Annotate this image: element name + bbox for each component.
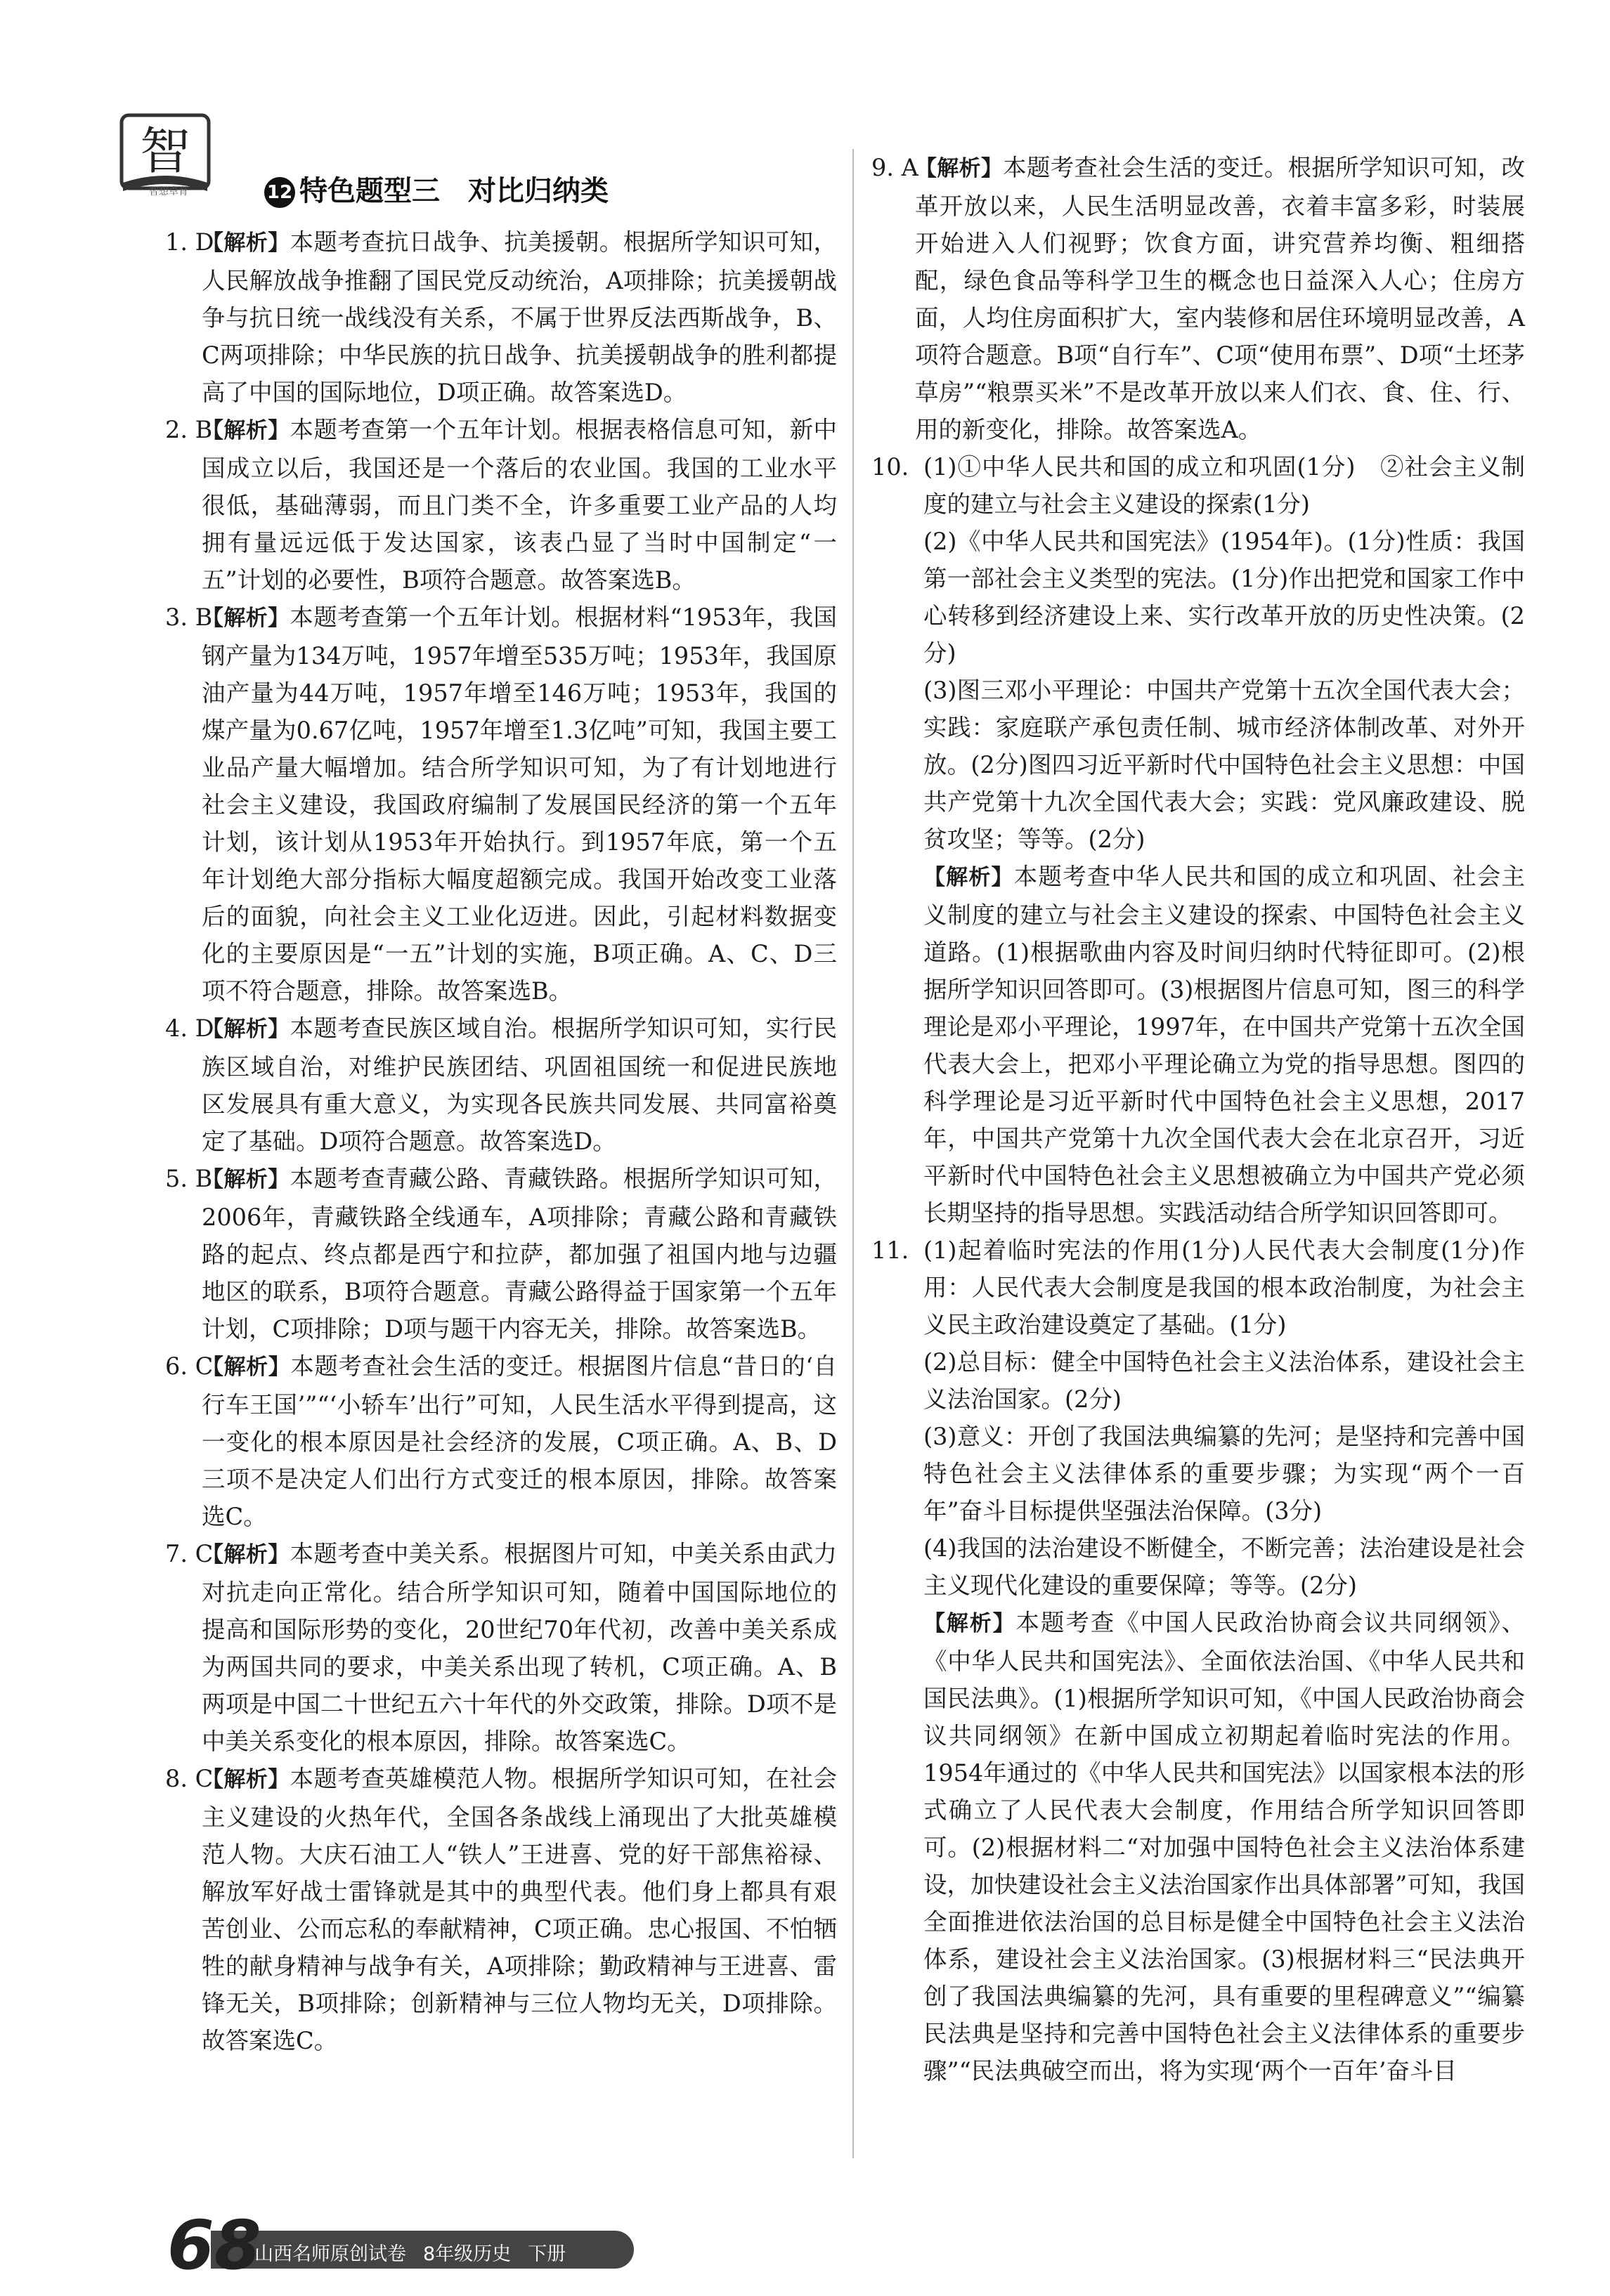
answer-number: 10. xyxy=(871,453,909,481)
analysis-tag: 【解析】 xyxy=(202,1767,290,1792)
answer-text: 本题考查第一个五年计划。根据表格信息可知，新中国成立以后，我国还是一个落后的农业国。我国的工业水平很低，基础薄弱，而且门类不全，许多重要工业产品的人均拥有量远远低于发达国家，该表凸显了当时中国制定“一五”计划的必要性，B项符合题意。故答案选B。 xyxy=(202,416,838,594)
answer-number: 3. B xyxy=(165,604,213,631)
answer-item-8 xyxy=(165,1760,837,2059)
answer-text: 本题考查抗日战争、抗美援朝。根据所学知识可知，人民解放战争推翻了国民党反动统治，A项排除；抗美援朝战争与抗日统一战线没有关系，不属于世界反法西斯战争，B、C两项排除；中华民族的抗日战争、抗美援朝战争的胜利都提高了中国的国际地位，D项正确。故答案选D。 xyxy=(202,228,838,406)
section-title-text: 特色题型三 对比归纳类 xyxy=(299,175,609,207)
answer-item-1 xyxy=(165,223,837,411)
answer-part: (1)①中华人民共和国的成立和巩固(1分) ②社会主义制度的建立与社会主义建设的探索(1分) xyxy=(923,453,1525,518)
analysis-tag: 【解析】 xyxy=(923,1611,1016,1636)
answer-text: 本题考查中美关系。根据图片可知，中美关系由武力对抗走向正常化。结合所学知识可知，随着中国国际地位的提高和国际形势的变化，20世纪70年代初，改善中美关系成为两国共同的要求，中美关系出现了转机，C项正确。A、B两项是中国二十世纪五六十年代的外交政策，排除。D项不是中美关系变化的根本原因，排除。故答案选C。 xyxy=(202,1540,838,1755)
logo-subtitle: 智想卓育 xyxy=(149,186,188,197)
analysis-tag: 【解析】 xyxy=(202,1355,291,1380)
answer-text: 本题考查青藏公路、青藏铁路。根据所学知识可知，2006年，青藏铁路全线通车，A项排除；青藏公路和青藏铁路的起点、终点都是西宁和拉萨，都加强了祖国内地与边疆地区的联系，B项符合题意。青藏公路得益于国家第一个五年计划，C项排除；D项与题干内容无关，排除。故答案选B。 xyxy=(202,1165,838,1343)
answer-text: 本题考查社会生活的变迁。根据图片信息“昔日的‘自行车王国’”“‘小轿车’出行”可知，人民生活水平得到提高，这一变化的根本原因是社会经济的发展，C项正确。A、B、D三项不是决定人们出行方式变迁的根本原因，排除。故答案选C。 xyxy=(202,1352,838,1530)
answer-part: (3)意义：开创了我国法典编纂的先河；是坚持和完善中国特色社会主义法律体系的重要步骤；为实现“两个一百年”奋斗目标提供坚强法治保障。(3分) xyxy=(923,1423,1525,1525)
section-title xyxy=(264,169,609,209)
answer-item-5 xyxy=(165,1160,837,1348)
column-divider xyxy=(852,149,854,2158)
answer-text: 本题考查英雄模范人物。根据所学知识可知，在社会主义建设的火热年代，全国各条战线上涌现出了大批英雄模范人物。大庆石油工人“铁人”王进喜、党的好干部焦裕禄、解放军好战士雷锋就是其中的典型代表。他们身上都具有艰苦创业、公而忘私的奉献精神，C项正确。忠心报国、不怕牺牲的献身精神与战争有关，A项排除；勤政精神与王进喜、雷锋无关，B项排除；创新精神与三位人物均无关，D项排除。故答案选C。 xyxy=(202,1765,838,2054)
answer-number: 2. B xyxy=(165,416,213,443)
answer-part: (3)图三邓小平理论：中国共产党第十五次全国代表大会；实践：家庭联产承包责任制、城市经济体制改革、对外开放。(2分)图四习近平新时代中国特色社会主义思想：中国共产党第十九次全国代表大会；实践：党风廉政建设、脱贫攻坚；等等。(2分) xyxy=(923,677,1525,853)
analysis-tag: 【解析】 xyxy=(202,418,290,443)
analysis-tag: 【解析】 xyxy=(915,156,1004,181)
section-number-badge: 12 xyxy=(264,177,295,208)
answer-item-6 xyxy=(165,1348,837,1535)
answer-part: (1)起着临时宪法的作用(1分)人民代表大会制度(1分)作用：人民代表大会制度是我国的根本政治制度，为社会主义民主政治建设奠定了基础。(1分) xyxy=(923,1237,1525,1338)
answer-part: (2)总目标：健全中国特色社会主义法治体系，建设社会主义法治国家。(2分) xyxy=(923,1348,1525,1413)
answer-item-11 xyxy=(871,1232,1525,2089)
analysis-tag: 【解析】 xyxy=(202,606,290,631)
answer-item-10 xyxy=(871,448,1525,1232)
answer-text: 本题考查民族区域自治。根据所学知识可知，实行民族区域自治，对维护民族团结、巩固祖国统一和促进民族地区发展具有重大意义，为实现各民族共同发展、共同富裕奠定了基础。D项符合题意。故答案选D。 xyxy=(202,1015,838,1155)
analysis-tag: 【解析】 xyxy=(923,865,1014,890)
answer-item-4 xyxy=(165,1010,837,1160)
answer-part: (4)我国的法治建设不断健全，不断完善；法治建设是社会主义现代化建设的重要保障；等等。(2分) xyxy=(923,1534,1525,1599)
answer-number: 5. B xyxy=(165,1165,213,1192)
answer-number: 11. xyxy=(871,1237,909,1264)
analysis-text: 本题考查《中国人民政治协商会议共同纲领》、《中华人民共和国宪法》、全面依法治国、《中华人民共和国民法典》。(1)根据所学知识可知，《中国人民政治协商会议共同纲领》在新中国成立初期起着临时宪法的作用。1954年通过的《中华人民共和国宪法》以国家根本法的形式确立了人民代表大会制度，作用结合所学知识回答即可。(2)根据材料二“对加强中国特色社会主义法治体系建设，加快建设社会主义法治国家作出具体部署”可知，我国全面推进依法治国的总目标是健全中国特色社会主义法治体系，建设社会主义法治国家。(3)根据材料三“民法典开创了我国法典编纂的先河，具有重要的里程碑意义”“编纂民法典是坚持和完善中国特色社会主义法律体系的重要步骤”“民法典破空而出，将为实现‘两个一百年’奋斗目 xyxy=(923,1609,1526,2085)
answer-item-7 xyxy=(165,1535,837,1760)
answer-item-3 xyxy=(165,599,837,1010)
answer-number: 9. A xyxy=(871,154,918,181)
analysis-paragraph xyxy=(923,1604,1525,2089)
footer-book-info xyxy=(254,2238,583,2266)
book-title: 山西名师原创试卷 xyxy=(254,2243,406,2265)
answer-number: 7. C xyxy=(165,1540,214,1567)
svg-text:智: 智 xyxy=(139,122,191,181)
volume-label: 下册 xyxy=(528,2243,566,2265)
answer-number: 6. C xyxy=(165,1352,214,1380)
analysis-paragraph xyxy=(923,858,1525,1232)
analysis-text: 本题考查中华人民共和国的成立和巩固、社会主义制度的建立与社会主义建设的探索、中国特色社会主义道路。(1)根据歌曲内容及时间归纳时代特征即可。(2)根据所学知识回答即可。(3)根据图片信息可知，图三的科学理论是邓小平理论，1997年，在中国共产党第十五次全国代表大会上，把邓小平理论确立为党的指导思想。图四的科学理论是习近平新时代中国特色社会主义思想，2017年，中国共产党第十九次全国代表大会在北京召开，习近平新时代中国特色社会主义思想被确立为中国共产党必须长期坚持的指导思想。实践活动结合所学知识回答即可。 xyxy=(923,863,1525,1227)
answer-item-2 xyxy=(165,411,837,599)
answer-text: 本题考查第一个五年计划。根据材料“1953年，我国钢产量为134万吨，1957年增至535万吨；1953年，我国原油产量为44万吨，1957年增至146万吨；1953年，我国的煤产量为0.67亿吨，1957年增至1.3亿吨”可知，我国主要工业品产量大幅增加。结合所学知识可知，为了有计划地进行社会主义建设，我国政府编制了发展国民经济的第一个五年计划，该计划从1953年开始执行。到1957年底，第一个五年计划绝大部分指标大幅度超额完成。我国开始改变工业落后的面貌，向社会主义工业化迈进。因此，引起材料数据变化的主要原因是“一五”计划的实施，B项正确。A、C、D三项不符合题意，排除。故答案选B。 xyxy=(202,604,838,1005)
analysis-tag: 【解析】 xyxy=(202,1017,290,1042)
page-number: 68 xyxy=(167,2206,261,2285)
analysis-tag: 【解析】 xyxy=(202,230,290,256)
answer-item-9 xyxy=(871,149,1525,448)
grade-subject: 8年级历史 xyxy=(423,2243,512,2265)
analysis-tag: 【解析】 xyxy=(202,1167,290,1192)
answer-part: (2)《中华人民共和国宪法》(1954年)。(1分)性质：我国第一部社会主义类型的宪法。(1分)作出把党和国家工作中心转移到经济建设上来、实行改革开放的历史性决策。(2分) xyxy=(923,528,1525,667)
answer-number: 1. D xyxy=(165,228,214,256)
analysis-tag: 【解析】 xyxy=(202,1542,290,1567)
answer-text: 本题考查社会生活的变迁。根据所学知识可知，改革开放以来，人民生活明显改善，衣着丰富多彩，时装展开始进入人们视野；饮食方面，讲究营养均衡、粗细搭配，绿色食品等科学卫生的概念也日益深入人心；住房方面，人均住房面积扩大，室内装修和居住环境明显改善，A项符合题意。B项“自行车”、C项“使用布票”、D项“土坯茅草房”“粮票买米”不是改革开放以来人们衣、食、住、行、用的新变化，排除。故答案选A。 xyxy=(915,154,1526,443)
left-column xyxy=(165,223,837,2059)
answer-number: 4. D xyxy=(165,1015,214,1042)
right-column xyxy=(871,149,1525,2089)
answer-number: 8. C xyxy=(165,1765,214,1792)
